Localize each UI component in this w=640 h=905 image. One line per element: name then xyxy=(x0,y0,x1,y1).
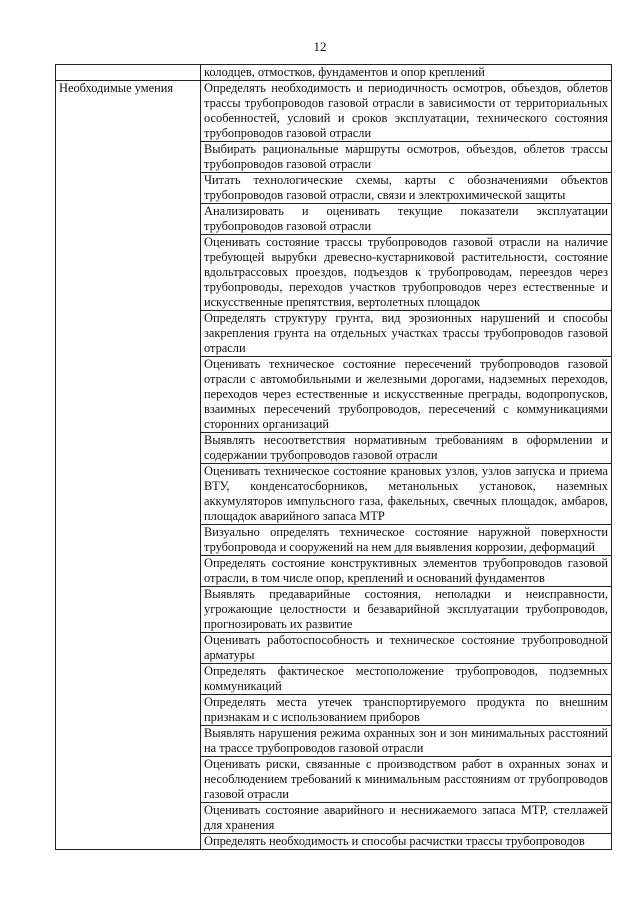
skill-item: Определять места утечек транспортируемого продукта по внешним признакам и с использованием приборов xyxy=(201,695,612,726)
skill-item: Выявлять несоответствия нормативным требованиям в оформлении и содержании трубопроводов газовой отрасли xyxy=(201,433,612,464)
skills-table xyxy=(55,64,612,850)
skill-item: Оценивать состояние аварийного и неснижаемого запаса МТР, стеллажей для хранения xyxy=(201,803,612,834)
table-row xyxy=(56,65,612,81)
section-label: Необходимые умения xyxy=(56,81,201,850)
skill-item: Визуально определять техническое состояние наружной поверхности трубопровода и сооружений на нем для выявления коррозии, деформаций xyxy=(201,525,612,556)
skill-item: Оценивать техническое состояние крановых узлов, узлов запуска и приема ВТУ, конденсатосборников, метанольных установок, наземных аккумуляторов импульсного газа, факельных, свечных площадок, амбаров, площадок аварийного запаса МТР xyxy=(201,464,612,525)
skill-item: Определять необходимость и способы расчистки трассы трубопроводов xyxy=(201,834,612,850)
skill-item: Оценивать риски, связанные с производством работ в охранных зонах и несоблюдением требований к минимальным расстояниям от трубопроводов газовой отрасли xyxy=(201,757,612,803)
skill-item: Определять структуру грунта, вид эрозионных нарушений и способы закрепления грунта на отдельных участках трассы трубопроводов газовой отрасли xyxy=(201,311,612,357)
carry-over-text: колодцев, отмостков, фундаментов и опор креплений xyxy=(201,65,612,81)
skill-item: Выявлять предаварийные состояния, неполадки и неисправности, угрожающие целостности и безаварийной эксплуатации трубопроводов, прогнозировать их развитие xyxy=(201,587,612,633)
skill-item: Анализировать и оценивать текущие показатели эксплуатации трубопроводов газовой отрасли xyxy=(201,204,612,235)
skill-item: Оценивать техническое состояние пересечений трубопроводов газовой отрасли с автомобильными и железными дорогами, надземных переходов, переходов через естественные и искусственные преграды, водопропусков, взаимных пересечений трубопроводов, пересечений с коммуникациями сторонних организаций xyxy=(201,357,612,433)
skill-item: Выбирать рациональные маршруты осмотров, объездов, облетов трассы трубопроводов газовой отрасли xyxy=(201,142,612,173)
skill-item: Выявлять нарушения режима охранных зон и зон минимальных расстояний на трассе трубопроводов газовой отрасли xyxy=(201,726,612,757)
skill-item: Оценивать работоспособность и техническое состояние трубопроводной арматуры xyxy=(201,633,612,664)
skill-item: Определять необходимость и периодичность осмотров, объездов, облетов трассы трубопроводов газовой отрасли в зависимости от территориальных особенностей, условий и сроков эксплуатации, технического состояния трубопроводов газовой отрасли xyxy=(201,81,612,142)
skill-item: Читать технологические схемы, карты с обозначениями объектов трубопроводов газовой отрасли, связи и электрохимической защиты xyxy=(201,173,612,204)
skill-item: Определять состояние конструктивных элементов трубопроводов газовой отрасли, в том числе опор, креплений и оснований фундаментов xyxy=(201,556,612,587)
page-number: 12 xyxy=(313,39,327,54)
empty-cell xyxy=(56,65,201,81)
skill-item: Определять фактическое местоположение трубопроводов, подземных коммуникаций xyxy=(201,664,612,695)
skill-item: Оценивать состояние трассы трубопроводов газовой отрасли на наличие требующей вырубки древесно-кустарниковой растительности, состояние вдольтрассовых проездов, подъездов к трубопроводам, переездов через трубопроводы, переходов участков трубопроводов через естественные и искусственные препятствия, вертолетных площадок xyxy=(201,235,612,311)
table-row xyxy=(56,81,612,142)
